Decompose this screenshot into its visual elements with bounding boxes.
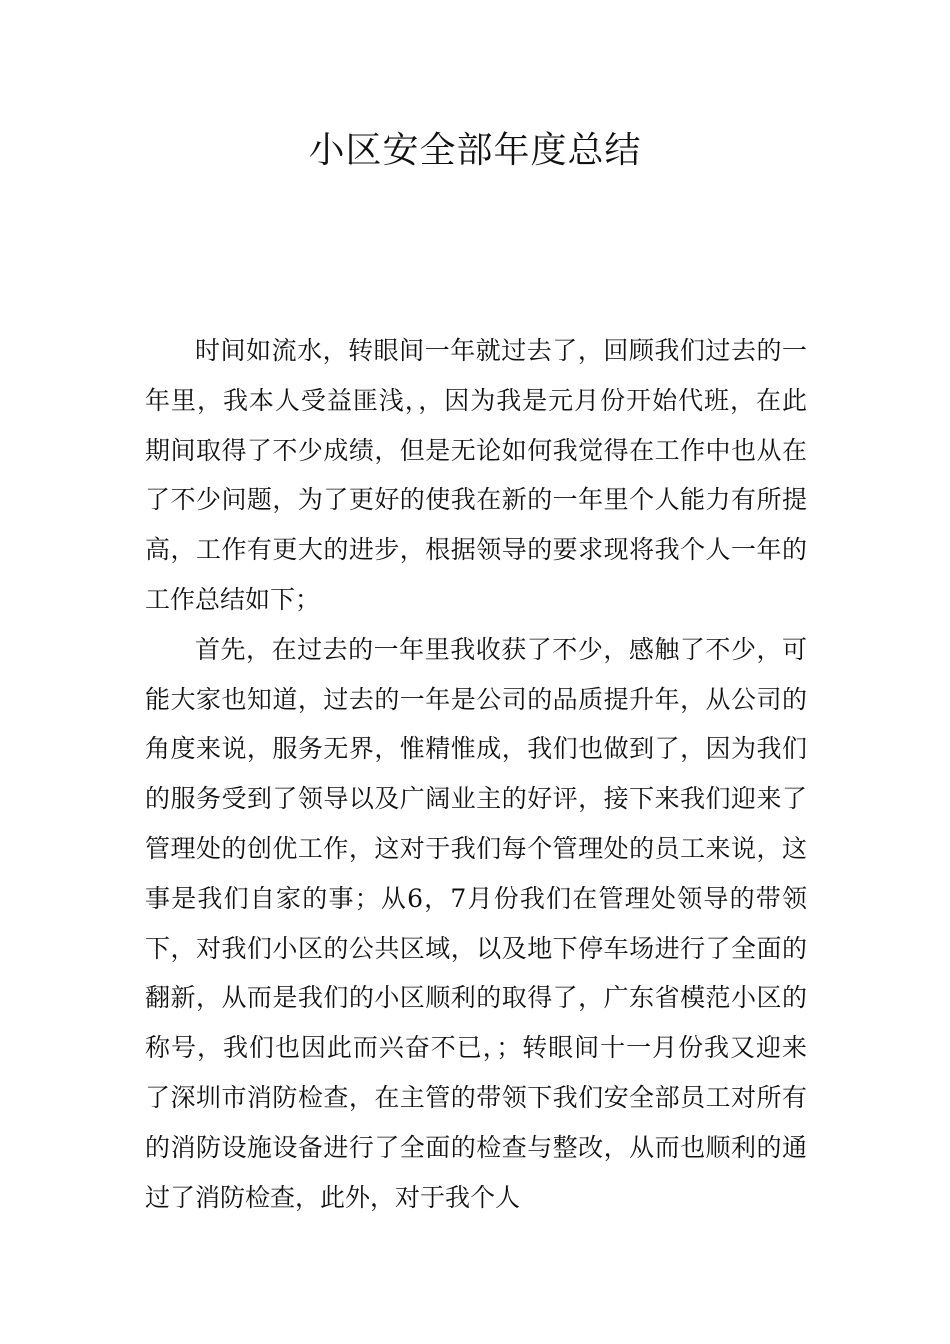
paragraph-first-point: 首先，在过去的一年里我收获了不少，感触了不少，可能大家也知道，过去的一年是公司的品质提升年，从公司的角度来说，服务无界，惟精惟成，我们也做到了，因为我们的服务受到了领导以及广阔业主的好评，接下来我们迎来了管理处的创优工作，这对于我们每个管理处的员工来说，这事是我们自家的事；从6，7月份我们在管理处领导的带领下，对我们小区的公共区域，以及地下停车场进行了全面的翻新，从而是我们的小区顺利的取得了，广东省模范小区的称号，我们也因此而兴奋不已，；转眼间十一月份我又迎来了深圳市消防检查，在主管的带领下我们安全部员工对所有的消防设施设备进行了全面的检查与整改，从而也顺利的通过了消防检查，此外，对于我个人 (145, 634, 807, 1212)
document-title: 小区安全部年度总结 (308, 130, 642, 171)
paragraph-intro: 时间如流水，转眼间一年就过去了，回顾我们过去的一年里，我本人受益匪浅，，因为我是元月份开始代班，在此期间取得了不少成绩，但是无论如何我觉得在工作中也从在了不少问题，为了更好的使我在新的一年里个人能力有所提高，工作有更大的进步，根据领导的要求现将我个人一年的工作总结如下； (145, 336, 807, 614)
document-body (145, 326, 807, 1222)
